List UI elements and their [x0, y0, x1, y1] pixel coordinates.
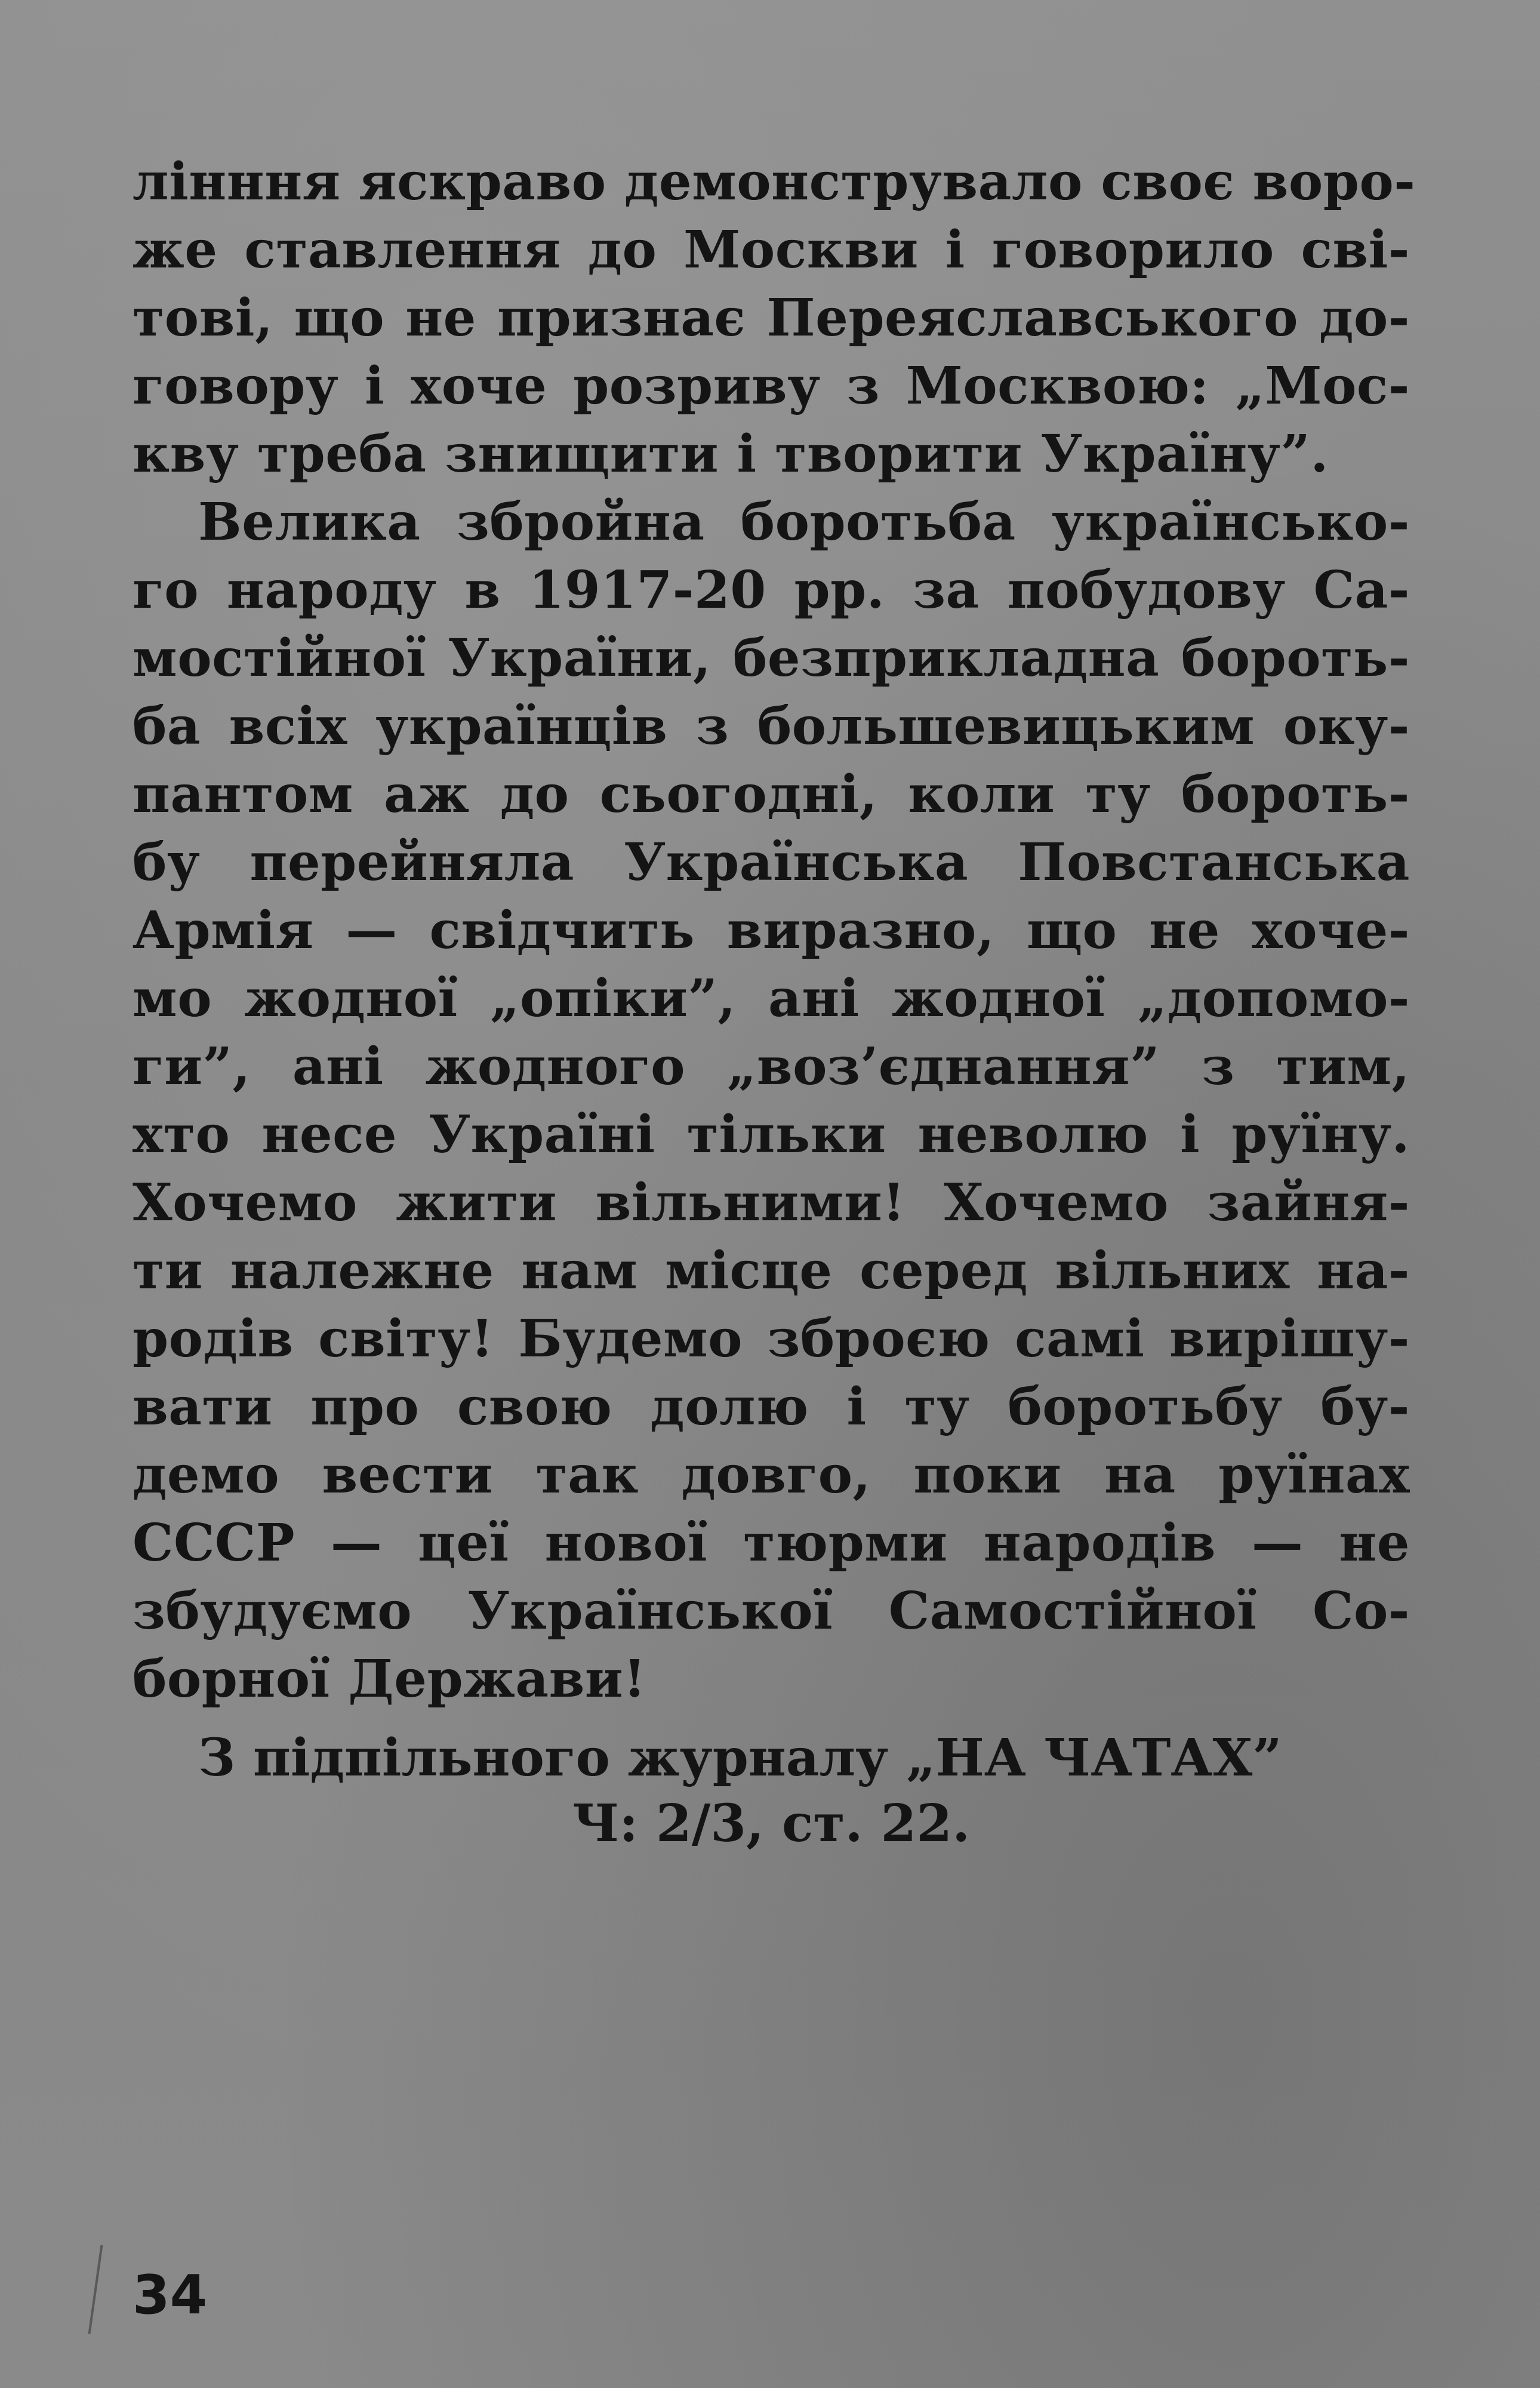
text-line: го народу в 1917-20 рр. за побудову Са-	[133, 560, 1410, 620]
source-issue: Ч: 2/3, ст. 22.	[572, 1793, 971, 1854]
text-line: вати про свою долю і ту боротьбу бу-	[133, 1377, 1410, 1437]
source-journal: З підпільного журналу „НА ЧАТАХ”	[198, 1728, 1282, 1788]
text-line: ги”, ані жодного „воз’єднання” з тим,	[133, 1036, 1410, 1097]
text-line: говору і хоче розриву з Москвою: „Мос-	[133, 356, 1410, 416]
text-line: ба всіх українців з большевицьким оку-	[133, 696, 1410, 756]
text-line: тові, що не признає Переяславського до-	[133, 288, 1410, 348]
text-line: демо вести так довго, поки на руїнах	[133, 1445, 1410, 1505]
text-line: борної Держави!	[133, 1649, 646, 1709]
text-line: же ставлення до Москви і говорило сві-	[133, 220, 1410, 280]
page-number: 34	[133, 2264, 208, 2327]
text-line: мостійної України, безприкладна бороть-	[133, 628, 1410, 688]
body-text	[133, 148, 1416, 1713]
text-line: бу перейняла Українська Повстанська	[133, 832, 1410, 893]
text-line: ти належне нам місце серед вільних на-	[133, 1241, 1410, 1301]
text-line: хто несе Україні тільки неволю і руїну.	[133, 1104, 1410, 1165]
text-line: збудуємо Української Самостійної Со-	[133, 1581, 1410, 1641]
text-line: пантом аж до сьогодні, коли ту бороть-	[133, 764, 1410, 824]
text-line: мо жодної „опіки”, ані жодної „допомо-	[133, 968, 1410, 1029]
text-line: лінння яскраво демонструвало своє воро-	[133, 152, 1416, 212]
text-line: Хочемо жити вільними! Хочемо зайня-	[133, 1173, 1410, 1233]
text-line: СССР — цеї нової тюрми народів — не	[133, 1513, 1410, 1573]
text-line: родів світу! Будемо зброєю самі вирішу-	[133, 1309, 1410, 1369]
text-line: кву треба знищити і творити Україну”.	[133, 424, 1329, 484]
source-citation	[133, 1725, 1410, 1857]
scan-scratch-mark	[88, 2245, 103, 2334]
text-line: Армія — свідчить виразно, що не хоче-	[133, 900, 1410, 961]
text-line: Велика збройна боротьба українсько-	[198, 492, 1410, 552]
